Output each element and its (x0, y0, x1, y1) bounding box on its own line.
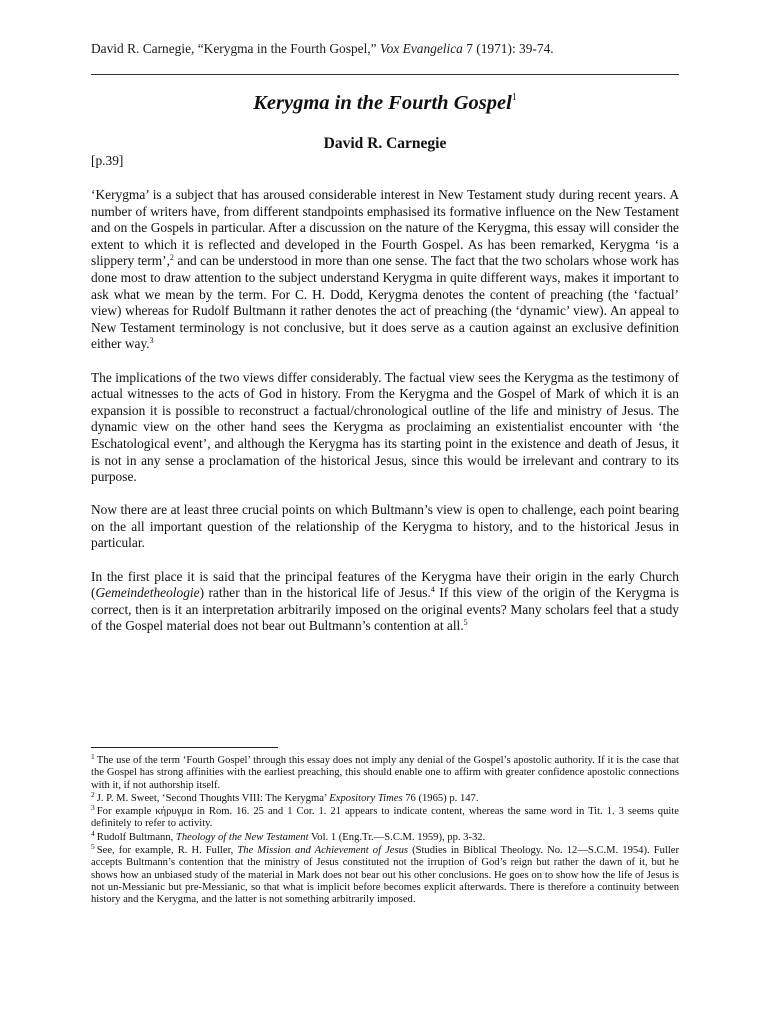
footnote-ref-5[interactable]: 5 (463, 618, 468, 628)
footnote-number: 1 (91, 752, 95, 761)
running-head (91, 41, 554, 57)
footnote-text-a: See, for example, R. H. Fuller, (96, 845, 238, 857)
footnote-4 (91, 828, 679, 844)
paragraph-4-term: Gemeindetheologie (95, 585, 200, 601)
footnote-3 (91, 803, 679, 831)
footnotes (91, 752, 680, 908)
footnote-number: 5 (91, 842, 95, 852)
paragraph-1-text-a: ‘Kerygma’ is a subject that has aroused considerable interest in New Testament study during recent years. A number of writers have, from different standpoints emphasised its formative influence on the New Testament and on the Gospels in particular. After a discussion on the nature of the Kerygma, this essay will consider the extent to which it is reflected and developed in the Fourth Gospel. As has been remarked, Kerygma ‘is a slippery term’, (91, 187, 679, 269)
footnote-text-b: 76 (1965) p. 147. (402, 792, 479, 804)
footnote-1 (91, 752, 679, 792)
paragraph-1 (91, 187, 679, 353)
footnote-5 (91, 842, 680, 906)
footnote-text-b: (Studies in Biblical Theology. No. 12—S.C.M. 1954). Fuller accepts Bultmann’s contention that the ministry of Jesus constituted not the irruption of God’s reign but rather the dawn of it, but he shows how an unbiased study of the material in Mark does not bear out his other conclusions. He goes on to show how the life of Jesus is not un-Messianic but pre-Messianic, so that what is implicit before becomes explicit afterwards. There is therefore a continuity between history and the Kerygma, and the latter is not something arbitrarily imposed. (91, 845, 680, 906)
paragraph-4-text-c: If this view of the origin of the Kerygma is correct, then is it an interpretation arbitrarily imposed on the original events? Many scholars feel that a study of the Gospel material does not bear out Bultmann’s contention at all. (91, 585, 679, 634)
paragraph-1-text-b: and can be understood in more than one sense. The fact that the two scholars whose work has done most to draw attention to the subject understand Kerygma in quite different ways, makes it important to ask what we mean by the term. For C. H. Dodd, Kerygma denotes the content of preaching (the ‘factual’ view) whereas for Rudolf Bultmann it rather denotes the act of preaching (the ‘dynamic’ view). An appeal to New Testament terminology is not conclusive, but it does serve as a caution against an exclusive definition either way. (91, 253, 679, 352)
paragraph-4-text-a: In the first place it is said that the principal features of the Kerygma have their origin in the early Church ( (91, 568, 679, 601)
article-title-text: Kerygma in the Fourth Gospel (253, 92, 512, 114)
paragraph-4-text-b: ) rather than in the historical life of Jesus. (199, 585, 431, 601)
footnote-text: The use of the term ‘Fourth Gospel’ through this essay does not imply any denial of the Gospel’s apostolic authority. If it is the case that the Gospel has strong affinities with the earliest preaching, this should enable one to affirm with greater confidence apostolic connections with it, if not authorship itself. (91, 755, 679, 791)
footnote-ref-4[interactable]: 4 (430, 585, 435, 595)
footnote-text-a: J. P. M. Sweet, ‘Second Thoughts VIII: The Kerygma’ (96, 792, 330, 804)
article-body (91, 187, 679, 652)
footnote-text-a: Rudolf Bultmann, (96, 831, 176, 843)
footnote-2 (91, 789, 679, 805)
footnote-ref-2[interactable]: 2 (169, 253, 174, 263)
footnote-text: For example κήρυγμα in Rom. 16. 25 and 1 Cor. 1. 21 appears to indicate content, whereas the same word in Tit. 1. 3 seems quite definitely to refer to activity. (91, 806, 679, 830)
header-rule (91, 74, 679, 75)
footnote-ref-1[interactable]: 1 (511, 92, 517, 103)
footnote-number: 2 (91, 789, 95, 799)
paragraph-2: The implications of the two views differ considerably. The factual view sees the Kerygma as the testimony of actual witnesses to the acts of God in history. From the Kerygma and the Gospel of Mark of which it is an expansion it is possible to reconstruct a factual/chronological outline of the life and ministry of Jesus. The dynamic view on the other hand sees the Kerygma as proclaiming an existentialist encounter with ‘the Eschatological event’, and although the Kerygma has its starting point in the existence and death of Jesus, it is not in any sense a proclamation of the historical Jesus, since this would be irrelevant and contrary to its purpose. (91, 369, 679, 485)
paragraph-3: Now there are at least three crucial points on which Bultmann’s view is open to challenge, each point bearing on the all important question of the relationship of the Kerygma to history, and to the historical Jesus in particular. (91, 502, 679, 551)
running-head-volume: 7 (1971): 39-74. (462, 41, 554, 56)
article-title (91, 92, 679, 115)
footnote-journal-title: Expository Times (329, 792, 403, 804)
running-head-citation: David R. Carnegie, “Kerygma in the Fourth Gospel,” (91, 41, 380, 56)
footnote-number: 3 (91, 803, 95, 813)
author-name: David R. Carnegie (323, 135, 447, 152)
paragraph-4 (91, 569, 679, 635)
footnote-book-title: Theology of the New Testament (175, 831, 309, 843)
footnote-separator (91, 747, 278, 748)
page-marker: [p.39] (91, 153, 124, 168)
footnote-book-title: The Mission and Achievement of Jesus (237, 845, 409, 857)
running-head-journal: Vox Evangelica (379, 41, 463, 56)
footnote-number: 4 (91, 828, 95, 838)
footnote-ref-3[interactable]: 3 (149, 336, 154, 346)
footnote-text-b: Vol. 1 (Eng.Tr.—S.C.M. 1959), pp. 3-32. (308, 831, 486, 843)
